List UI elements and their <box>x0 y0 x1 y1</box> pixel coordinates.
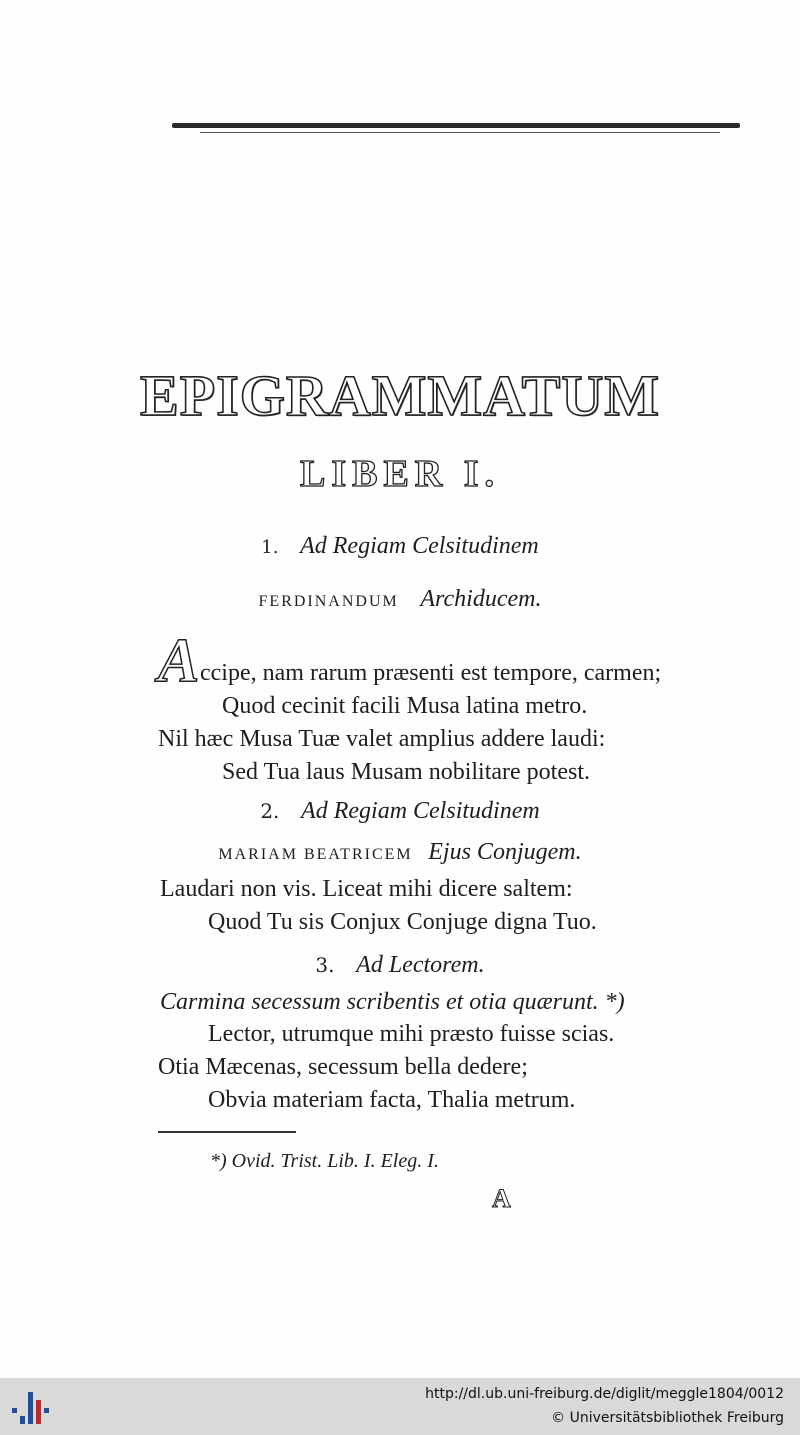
footnote: *) Ovid. Trist. Lib. I. Eleg. I. <box>210 1150 439 1172</box>
epigram-2-dedicatee-caps: MARIAM BEATRICEM <box>218 846 413 863</box>
verse-line: Quod cecinit facili Musa latina metro. <box>222 693 588 719</box>
epigram-3-title: Ad Lectorem. <box>356 952 485 978</box>
epigram-1-heading <box>0 531 800 560</box>
footnote-rule <box>158 1131 296 1133</box>
verse-line: Otia Mæcenas, secessum bella dedere; <box>158 1054 528 1080</box>
library-logo-icon <box>10 1388 54 1428</box>
epigram-2-heading <box>0 796 800 825</box>
epigram-3-number: 3. <box>315 953 335 977</box>
verse-line: Laudari non vis. Liceat mihi dicere saltem: <box>160 876 573 902</box>
verse-line: ccipe, nam rarum præsenti est tempore, carmen; <box>200 660 662 686</box>
verse-line: Lector, utrumque mihi præsto fuisse scias. <box>208 1021 615 1047</box>
verse-line: Obvia materiam facta, Thalia metrum. <box>208 1087 576 1113</box>
signature-mark: A <box>492 1184 511 1213</box>
epigram-1-title: Ad Regiam Celsitudinem <box>300 533 539 559</box>
viewer-footer <box>0 1378 800 1435</box>
verse-line: Nil hæc Musa Tuæ valet amplius addere laudi: <box>158 726 606 752</box>
book-subtitle: LIBER I. <box>299 453 501 495</box>
book-title: EPIGRAMMATUM <box>140 363 660 428</box>
verse-line: Quod Tu sis Conjux Conjuge digna Tuo. <box>208 909 597 935</box>
top-thin-rule <box>200 132 720 133</box>
epigram-2-title: Ad Regiam Celsitudinem <box>301 798 540 824</box>
source-url-link[interactable]: http://dl.ub.uni-freiburg.de/diglit/meggle1804/0012 <box>425 1386 784 1402</box>
copyright-text: © Universitätsbibliothek Freiburg <box>551 1410 784 1426</box>
epigram-1-number: 1. <box>261 537 279 558</box>
verse-line: Sed Tua laus Musam nobilitare potest. <box>222 759 590 785</box>
epigram-2-dedicatee-italic: Ejus Conjugem. <box>428 839 582 865</box>
epigram-2-dedicatee <box>0 837 800 866</box>
epigram-1-dedicatee-caps: FERDINANDUM <box>258 593 399 610</box>
epigram-1-dedicatee-italic: Archiducem. <box>420 586 542 612</box>
epigram-3-heading <box>0 950 800 979</box>
epigram-2-number: 2. <box>260 799 280 823</box>
epigram-1-dedicatee <box>0 584 800 613</box>
drop-cap-letter: A <box>158 627 200 695</box>
verse-line: Carmina secessum scribentis et otia quærunt. *) <box>160 989 625 1015</box>
top-ornamental-rule <box>172 123 740 128</box>
